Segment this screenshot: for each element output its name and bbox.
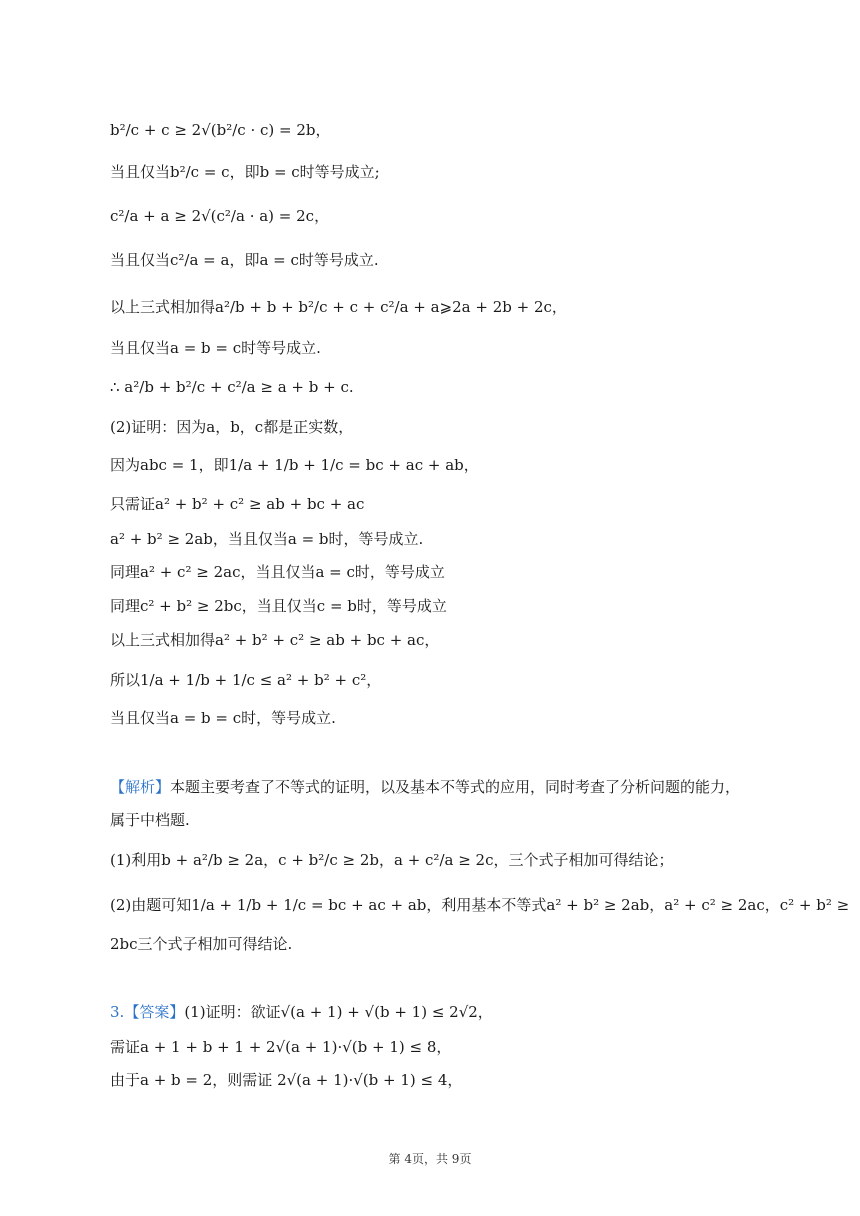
answer-3-heading — [110, 1002, 493, 1022]
proof-line-10: 只需证a² + b² + c² ≥ ab + bc + ac — [110, 495, 365, 513]
proof-line-13: 同理c² + b² ≥ 2bc，当且仅当c = b时，等号成立 — [110, 597, 447, 615]
page-footer: 第 4页，共 9页 — [388, 1152, 472, 1166]
answer-3-text-3: 由于a + b = 2，则需证 2√(a + 1)·√(b + 1) ≤ 4， — [110, 1071, 463, 1089]
answer-3-text-2: 需证a + 1 + b + 1 + 2√(a + 1)·√(b + 1) ≤ 8， — [110, 1038, 452, 1056]
proof-line-8: (2)证明：因为a，b，c都是正实数， — [110, 418, 354, 436]
proof-line-3: c²/a + a ≥ 2√(c²/a · a) = 2c， — [110, 207, 330, 225]
analysis-text-1: 本题主要考查了不等式的证明，以及基本不等式的应用，同时考查了分析问题的能力， — [170, 778, 741, 796]
proof-line-7: ∴ a²/b + b²/c + c²/a ≥ a + b + c. — [110, 378, 354, 396]
answer-3-text-1: (1)证明：欲证√(a + 1) + √(b + 1) ≤ 2√2， — [184, 1003, 493, 1021]
proof-line-6: 当且仅当a = b = c时等号成立. — [110, 339, 321, 357]
proof-line-11: a² + b² ≥ 2ab，当且仅当a = b时，等号成立. — [110, 530, 424, 548]
proof-line-4: 当且仅当c²/a = a，即a = c时等号成立. — [110, 251, 379, 269]
proof-line-16: 当且仅当a = b = c时，等号成立. — [110, 709, 336, 727]
proof-line-15: 所以1/a + 1/b + 1/c ≤ a² + b² + c²， — [110, 671, 382, 689]
analysis-item-1: (1)利用b + a²/b ≥ 2a，c + b²/c ≥ 2b，a + c²/a ≥ 2c，三个式子相加可得结论； — [110, 851, 674, 869]
proof-line-14: 以上三式相加得a² + b² + c² ≥ ab + bc + ac， — [110, 631, 440, 649]
analysis-tag: 【解析】 — [110, 778, 171, 796]
proof-line-1: b²/c + c ≥ 2√(b²/c · c) = 2b， — [110, 121, 331, 139]
proof-line-2: 当且仅当b²/c = c，即b = c时等号成立; — [110, 163, 380, 181]
analysis-paragraph — [110, 777, 740, 797]
proof-line-5: 以上三式相加得a²/b + b + b²/c + c + c²/a + a⩾2a + 2b + 2c， — [110, 298, 567, 316]
proof-line-9: 因为abc = 1，即1/a + 1/b + 1/c = bc + ac + ab， — [110, 456, 479, 474]
analysis-item-2b: 2bc三个式子相加可得结论. — [110, 935, 293, 953]
analysis-text-2: 属于中档题. — [110, 811, 190, 829]
proof-line-12: 同理a² + c² ≥ 2ac，当且仅当a = c时，等号成立 — [110, 563, 445, 581]
answer-3-number: 3. — [110, 1003, 125, 1021]
answer-tag: 【答案】 — [124, 1003, 185, 1021]
analysis-item-2a: (2)由题可知1/a + 1/b + 1/c = bc + ac + ab，利用基本不等式a² + b² ≥ 2ab，a² + c² ≥ 2ac，c² + b² ≥ — [110, 896, 850, 914]
